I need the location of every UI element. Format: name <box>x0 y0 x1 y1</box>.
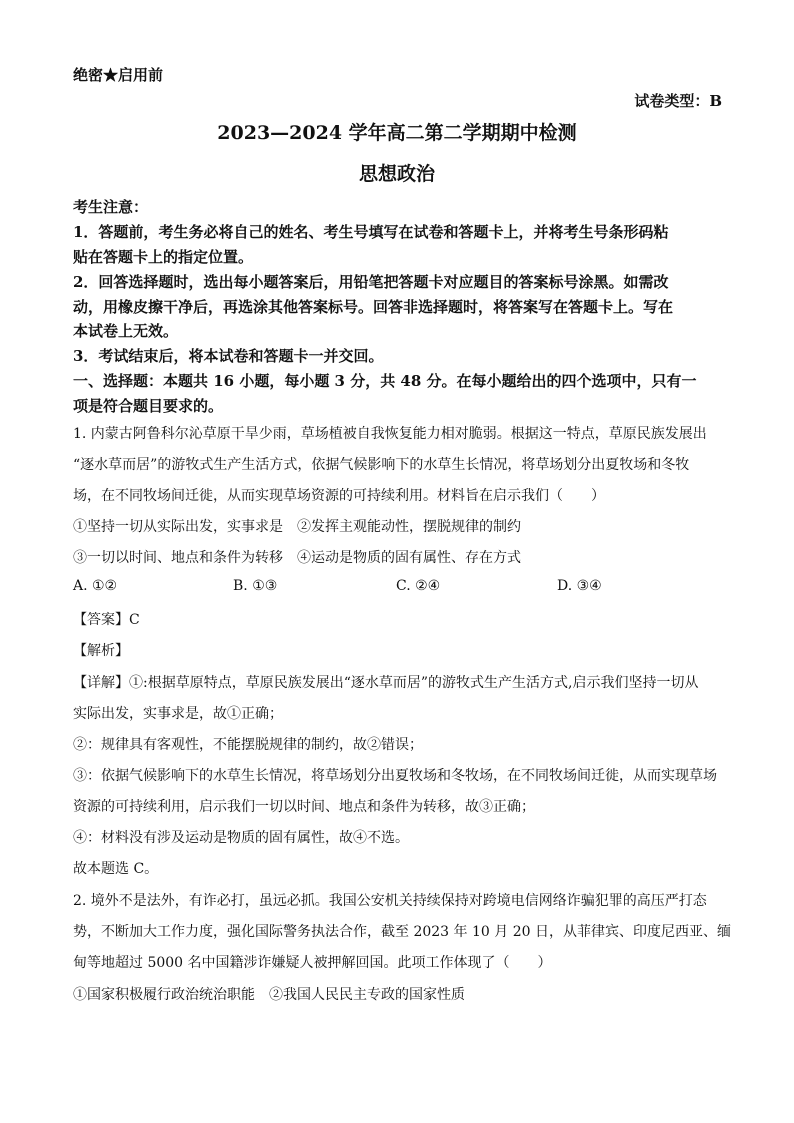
q1-analysis-label: 【解析】 <box>73 643 129 659</box>
notice-heading: 考生注意： <box>73 198 149 216</box>
q1-detail-line: ②：规律具有客观性，不能摆脱规律的制约，故②错误； <box>73 737 423 753</box>
q1-detail-line: 故本题选 C。 <box>73 861 159 877</box>
q2-stem-line: 势，不断加大工作力度，强化国际警务执法合作，截至 2023 年 10 月 20 日，从菲律宾、印度尼西亚、缅 <box>73 924 731 940</box>
q1-detail-line: ④：材料没有涉及运动是物质的固有属性，故④不选。 <box>73 830 409 846</box>
section-heading: 项是符合题目要求的。 <box>73 397 224 415</box>
q2-stem-line: 2. 境外不是法外，有诈必打，虽远必抓。我国公安机关持续保持对跨境电信网络诈骗犯罪的高压严打态 <box>73 893 707 909</box>
q1-stem-line: 场，在不同牧场间迁徙，从而实现草场资源的可持续利用。材料旨在启示我们（ ） <box>73 488 605 504</box>
notice-line: 3．考试结束后，将本试卷和答题卡一并交回。 <box>73 347 384 365</box>
q1-stem-line: 1. 内蒙古阿鲁科尔沁草原干旱少雨，草场植被自我恢复能力相对脆弱。根据这一特点，草原民族发展出 <box>73 426 707 442</box>
q1-detail-line: 资源的可持续利用，启示我们一切以时间、地点和条件为转移，故③正确； <box>73 799 535 815</box>
subject-title: 思想政治 <box>358 163 435 185</box>
q1-option-b: B. ①③ <box>233 578 278 594</box>
section-heading: 一、选择题：本题共 16 小题，每小题 3 分，共 48 分。在每小题给出的四个选项中，只有一 <box>73 372 697 390</box>
q1-detail-line: 实际出发，实事求是，故①正确； <box>73 706 283 722</box>
notice-line: 1．答题前，考生务必将自己的姓名、考生号填写在试卷和答题卡上，并将考生号条形码粘 <box>73 223 669 241</box>
q1-statement: ③一切以时间、地点和条件为转移 ④运动是物质的固有属性、存在方式 <box>73 550 521 566</box>
q1-detail-line: ③：依据气候影响下的水草生长情况，将草场划分出夏牧场和冬牧场，在不同牧场间迁徙，从而实现草场 <box>73 768 717 784</box>
exam-title: 2023—2024 学年高二第二学期期中检测 <box>217 122 577 144</box>
q1-option-d: D. ③④ <box>557 578 602 594</box>
q1-detail-line: 【详解】①:根据草原特点，草原民族发展出“逐水草而居”的游牧式生产生活方式,启示我们坚持一切从 <box>73 675 699 691</box>
secret-label: 绝密★启用前 <box>73 66 164 84</box>
q2-stem-line: 甸等地超过 5000 名中国籍涉诈嫌疑人被押解回国。此项工作体现了（ ） <box>73 955 552 971</box>
notice-line: 动，用橡皮擦干净后，再选涂其他答案标号。回答非选择题时，将答案写在答题卡上。写在 <box>73 298 674 316</box>
q1-statement: ①坚持一切从实际出发，实事求是 ②发挥主观能动性，摆脱规律的制约 <box>73 519 521 535</box>
paper-type: 试卷类型：B <box>634 92 722 110</box>
q2-statement: ①国家积极履行政治统治职能 ②我国人民民主专政的国家性质 <box>73 987 465 1003</box>
notice-line: 贴在答题卡上的指定位置。 <box>73 248 254 266</box>
q1-answer: 【答案】C <box>73 612 140 628</box>
q1-option-c: C. ②④ <box>396 578 441 594</box>
notice-line: 本试卷上无效。 <box>73 322 179 340</box>
q1-stem-line: “逐水草而居”的游牧式生产生活方式，依据气候影响下的水草生长情况，将草场划分出夏牧场和冬牧 <box>73 457 690 473</box>
notice-line: 2．回答选择题时，选出每小题答案后，用铅笔把答题卡对应题目的答案标号涂黑。如需改 <box>73 273 669 291</box>
q1-option-a: A. ①② <box>73 578 118 594</box>
